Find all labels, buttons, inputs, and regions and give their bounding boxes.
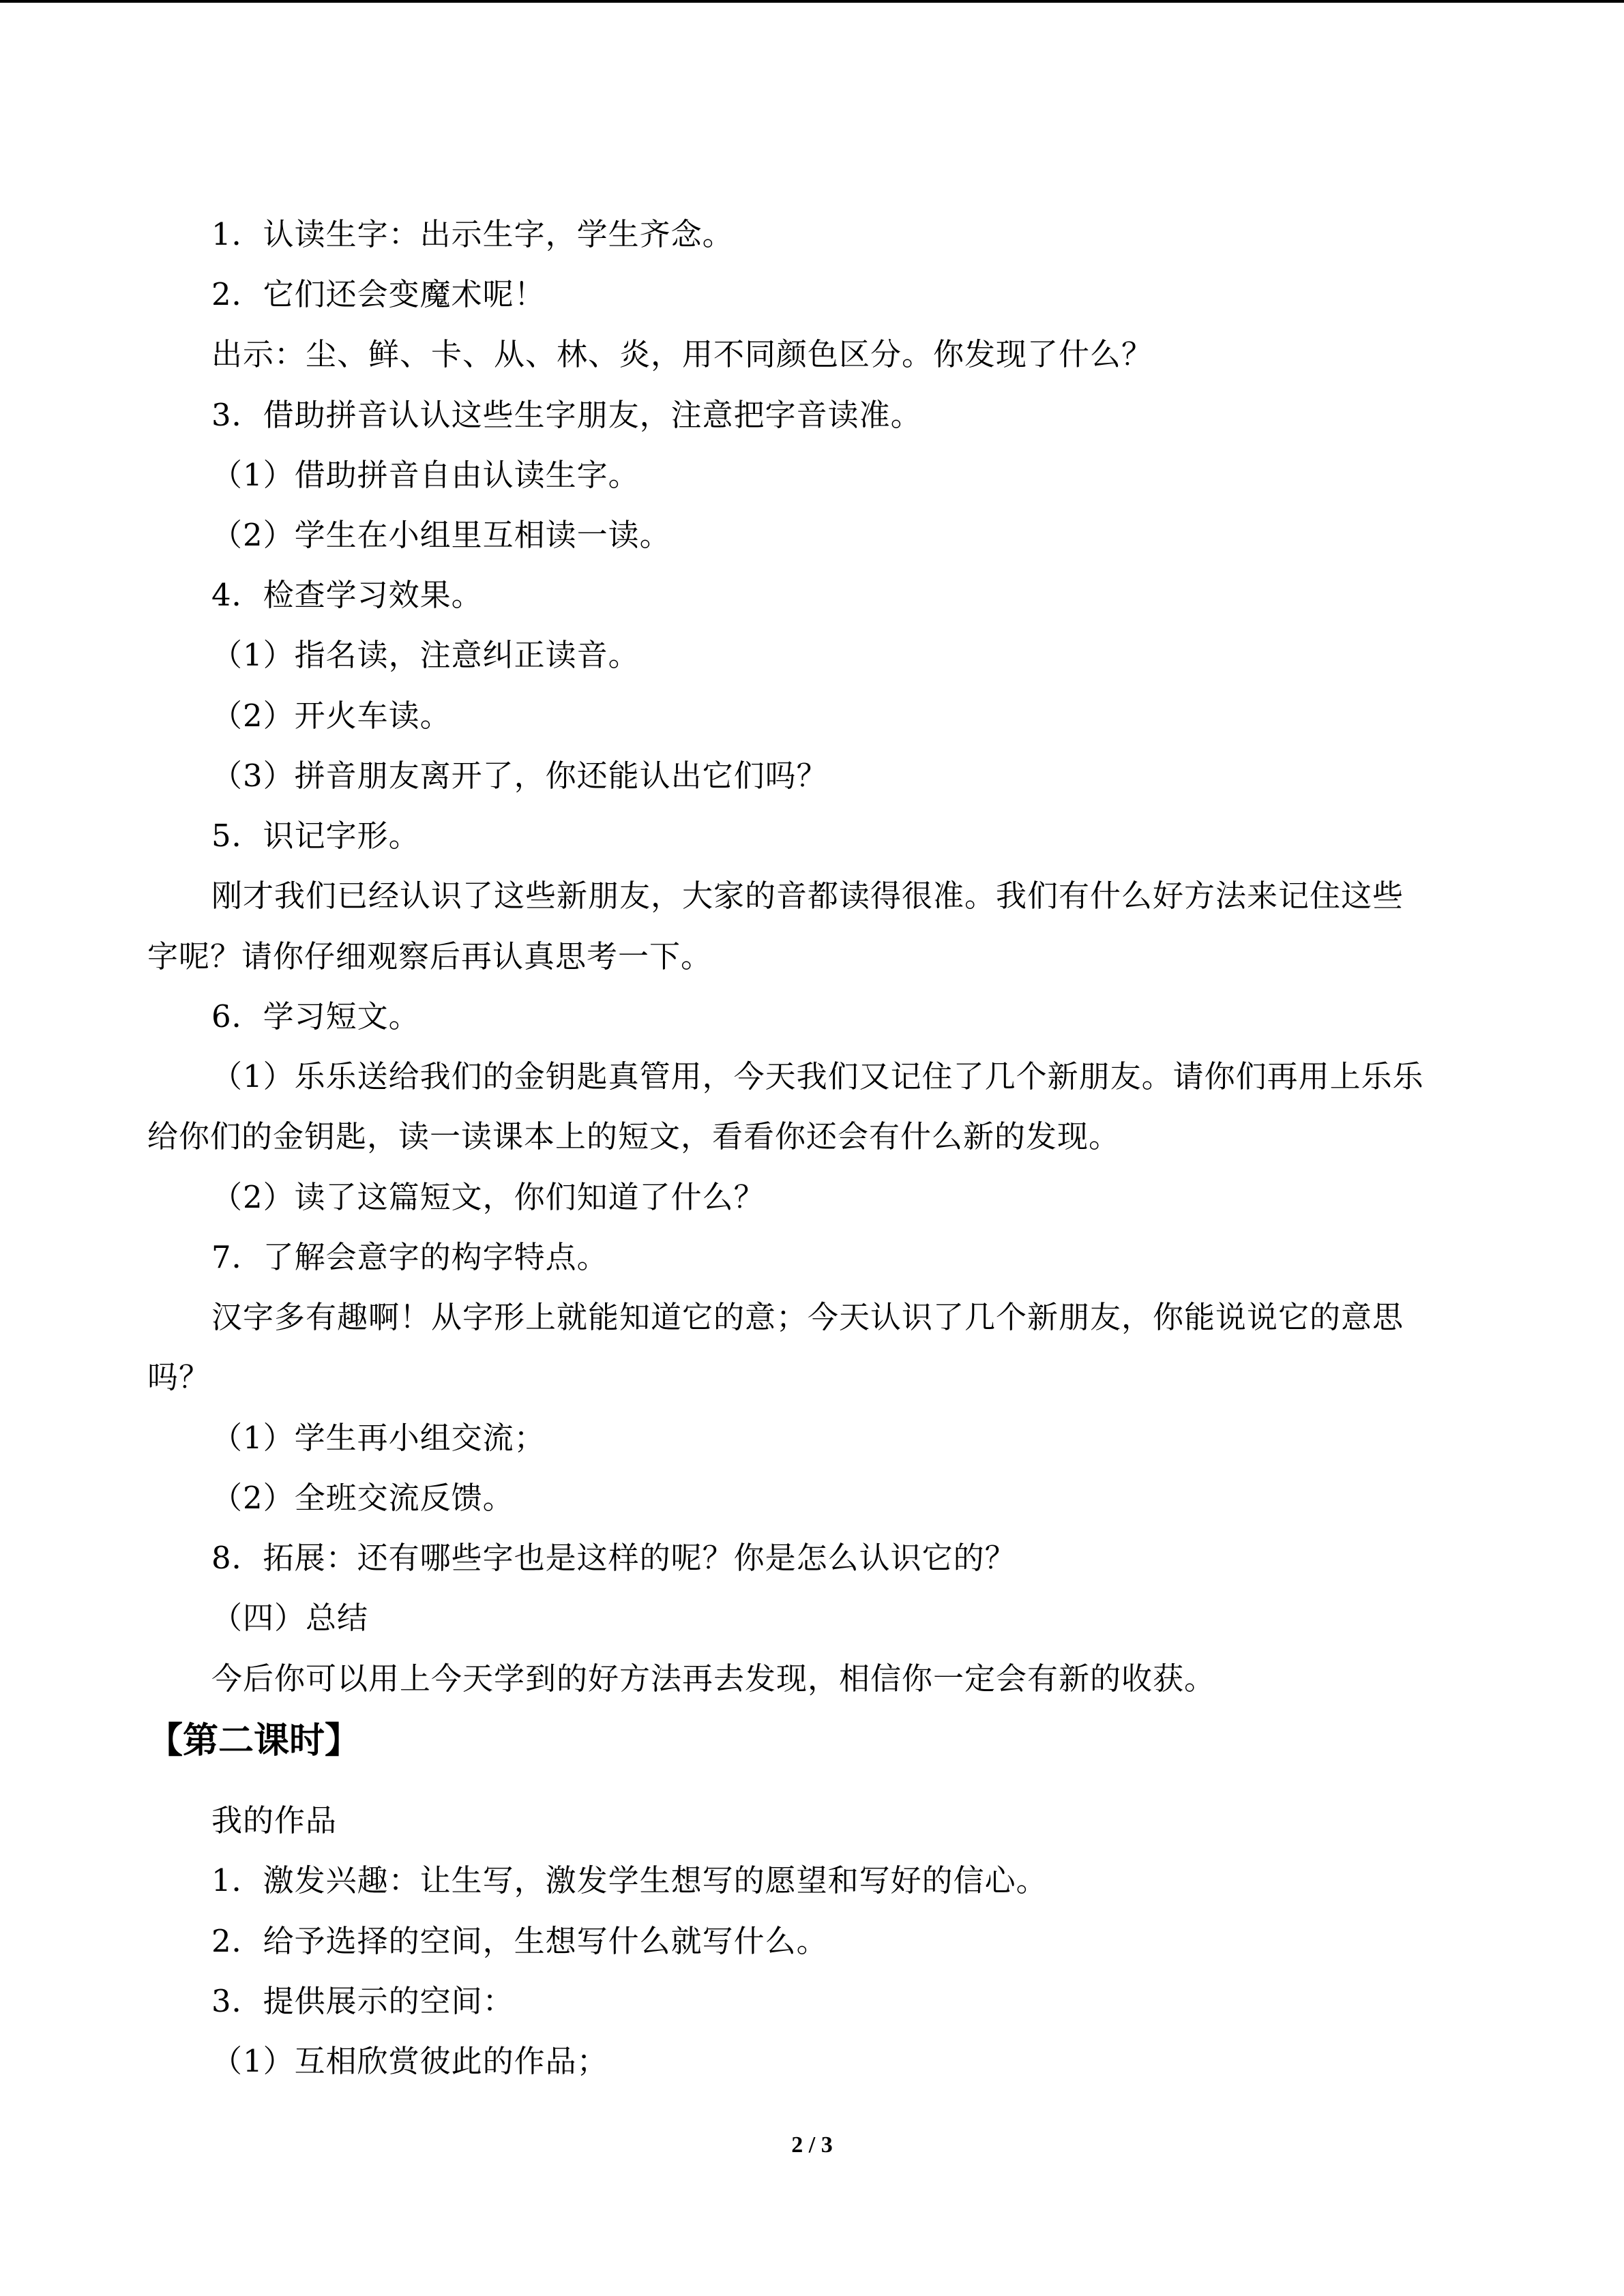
- step-3-1-text: （1）借助拼音自由认读生字。: [211, 457, 640, 493]
- summary-text: 今后你可以用上今天学到的好方法再去发现，相信你一定会有新的收获。: [211, 1660, 1216, 1697]
- step-6-text: 6．学习短文。: [211, 998, 420, 1034]
- section-summary-title: （四）总结: [211, 1600, 369, 1636]
- step-5-text: 5．识记字形。: [211, 818, 420, 854]
- step-3-2-text: （2）学生在小组里互相读一读。: [211, 517, 671, 553]
- step-4-1-text: （1）指名读，注意纠正读音。: [211, 637, 640, 673]
- paragraph-recall-line-1: 刚才我们已经认识了这些新朋友，大家的音都读得很准。我们有什么好方法来记住这些: [211, 878, 1404, 914]
- step-6-2-text: （2）读了这篇短文，你们知道了什么？: [211, 1179, 765, 1215]
- step-4-2-text: （2）开火车读。: [211, 698, 452, 734]
- step-2-text: 2．它们还会变魔术呢！: [211, 276, 546, 312]
- work-step-1-text: 1．激发兴趣：让生写，激发学生想写的愿望和写好的信心。: [211, 1862, 1048, 1898]
- step-7-1-text: （1）学生再小组交流；: [211, 1420, 546, 1456]
- second-lesson-heading: 【第二课时】: [147, 1720, 361, 1761]
- paragraph-chinese-line-2: 吗？: [147, 1359, 211, 1395]
- paragraph-chinese-line-1: 汉字多有趣啊！从字形上就能知道它的意；今天认识了几个新朋友，你能说说它的意思: [211, 1299, 1404, 1335]
- step-6-1-line-1: （1）乐乐送给我们的金钥匙真管用，今天我们又记住了几个新朋友。请你们再用上乐乐: [211, 1058, 1424, 1094]
- step-7-2-text: （2）全班交流反馈。: [211, 1480, 514, 1516]
- step-1-text: 1．认读生字：出示生字，学生齐念。: [211, 216, 734, 252]
- display-chars-text: 出示：尘、鲜、卡、从、林、炎，用不同颜色区分。你发现了什么？: [211, 336, 1153, 372]
- work-step-3-text: 3．提供展示的空间：: [211, 1983, 514, 2019]
- work-step-3-1-text: （1）互相欣赏彼此的作品；: [211, 2043, 608, 2079]
- step-4-3-text: （3）拼音朋友离开了，你还能认出它们吗？: [211, 758, 828, 794]
- work-step-2-text: 2．给予选择的空间，生想写什么就写什么。: [211, 1923, 828, 1959]
- paragraph-recall-line-2: 字呢？请你仔细观察后再认真思考一下。: [147, 938, 713, 974]
- step-8-text: 8．拓展：还有哪些字也是这样的呢？你是怎么认识它的？: [211, 1540, 1016, 1576]
- page-number: 2 / 3: [791, 2132, 833, 2158]
- step-7-text: 7．了解会意字的构字特点。: [211, 1239, 608, 1275]
- step-6-1-line-2: 给你们的金钥匙，读一读课本上的短文，看看你还会有什么新的发现。: [147, 1118, 1121, 1154]
- my-work-title: 我的作品: [211, 1802, 338, 1838]
- step-4-text: 4．检查学习效果。: [211, 577, 483, 613]
- step-3-text: 3．借助拼音认认这些生字朋友，注意把字音读准。: [211, 397, 922, 433]
